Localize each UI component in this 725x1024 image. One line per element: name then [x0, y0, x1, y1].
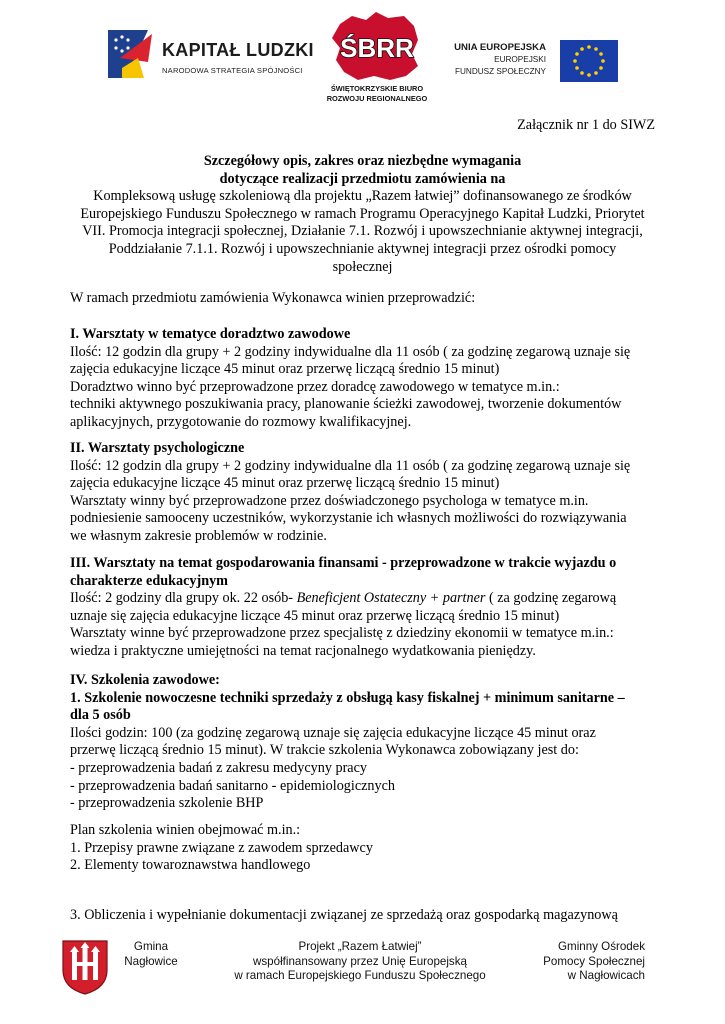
section-4-line: - przeprowadzenia badań z zakresu medycyny pracy [70, 759, 367, 776]
eu-logo [442, 40, 622, 90]
training-plan-line: 3. Obliczenia i wypełnianie dokumentacji związanej ze sprzedażą oraz gospodarką magazynową [70, 907, 618, 923]
header-logos [0, 0, 725, 110]
section-4-line: - przeprowadzenia badań sanitarno - epidemiologicznych [70, 777, 395, 794]
section-2 [70, 440, 655, 546]
eu-line-2: EUROPEJSKI [494, 55, 546, 64]
section-3-line: Warsztaty winne być przeprowadzone przez specjalistę z dziedziny ekonomii w tematyce m.in.: [70, 625, 614, 642]
intro-line: W ramach przedmiotu zamówienia Wykonawca winien przeprowadzić: [70, 290, 476, 306]
footer-gmina-line: Gmina [133, 940, 169, 953]
section-3-heading-cont: charakterze edukacyjnym [70, 572, 229, 589]
section-4-subheading-cont: dla 5 osób [70, 707, 131, 724]
section-2-line: zajęcia edukacyjne liczące 45 minut oraz przerwę liczącą średnio 15 minut) [70, 475, 500, 492]
footer-gops-line: Pomocy Społecznej [543, 954, 645, 968]
sbrr-caption-1: ŚWIĘTOKRZYSKIE BIURO [330, 84, 424, 93]
naglowice-crest-icon [60, 938, 110, 996]
section-3-line: uznaje się zajęcia edukacyjne liczące 45 minut oraz przerwę liczącą średnio 15 minut) [70, 607, 560, 624]
title-block [70, 153, 655, 276]
footer-project-line: Projekt „Razem Łatwiej” [298, 940, 422, 953]
section-1-line: techniki aktywnego poszukiwania pracy, planowanie ścieżki zawodowej, tworzenie dokumentów [70, 396, 622, 413]
footer-gops-line: Gminny Ośrodek [558, 940, 645, 953]
title-desc-line: Europejskiego Funduszu Społecznego w ramach Programu Operacyjnego Kapitał Ludzki, Priorytet [80, 205, 645, 222]
eu-flag-icon [560, 40, 618, 82]
eu-line-3: FUNDUSZ SPOŁECZNY [455, 67, 546, 76]
section-3-line: wiedza i praktyczne umiejętności na temat racjonalnego wydatkowania pieniędzy. [70, 642, 536, 659]
intro-paragraph [70, 290, 655, 308]
section-3 [70, 555, 655, 661]
section-2-line: Warsztaty winny być przeprowadzone przez doświadczonego psychologa w tematyce m.in. [70, 492, 589, 509]
kapital-ludzki-title: KAPITAŁ LUDZKI [162, 40, 314, 60]
section-1 [70, 326, 655, 432]
section-3-quantity [70, 590, 655, 608]
kapital-ludzki-subtitle: NARODOWA STRATEGIA SPÓJNOŚCI [162, 66, 303, 75]
footer-project [200, 940, 520, 984]
section-2-line: we własnym zakresie problemów w rodzinie. [70, 527, 327, 544]
sbrr-logo [318, 10, 436, 106]
section-2-line: Ilość: 12 godzin dla grupy + 2 godziny indywidualne dla 11 osób ( za godzinę zegarową uznaje się [70, 457, 631, 474]
training-plan [70, 822, 655, 875]
section-3-qty-prefix: Ilość: 2 godziny dla grupy ok. 22 osób- [70, 590, 297, 607]
section-4-subheading: 1. Szkolenie nowoczesne techniki sprzedaży z obsługą kasy fiskalnej + minimum sanitarne – [70, 689, 625, 706]
section-3-qty-suffix: ( za godzinę zegarową [485, 590, 617, 607]
training-plan-line: 1. Przepisy prawne związane z zawodem sprzedawcy [70, 839, 373, 856]
training-plan-line: 2. Elementy towaroznawstwa handlowego [70, 857, 311, 874]
kapital-ludzki-mark-icon [108, 28, 154, 80]
section-3-heading: III. Warsztaty na temat gospodarowania finansami - przeprowadzone w trakcie wyjazdu o [70, 555, 617, 571]
footer-gmina-line: Nagłowice [124, 954, 178, 968]
section-1-line: Ilość: 12 godzin dla grupy + 2 godziny indywidualne dla 11 osób ( za godzinę zegarową uznaje się [70, 343, 631, 360]
footer-gops-line: w Nagłowicach [567, 969, 645, 983]
attachment-label: Załącznik nr 1 do SIWZ [517, 117, 655, 133]
title-line-2: dotyczące realizacji przedmiotu zamówienia na [219, 170, 506, 187]
eu-line-1: UNIA EUROPEJSKA [454, 42, 546, 53]
section-2-line: podniesienie samooceny uczestników, wykorzystanie ich własnych możliwości do rozwiązywania [70, 510, 627, 527]
footer-gops [525, 940, 645, 984]
title-desc-line: Kompleksową usługę szkoleniową dla projektu „Razem łatwiej” dofinansowanego ze środków [93, 188, 632, 205]
title-desc-line: Poddziałanie 7.1.1. Rozwój i upowszechnianie aktywnej integracji przez ośrodki pomocy [108, 240, 617, 257]
section-2-heading: II. Warsztaty psychologiczne [70, 440, 245, 456]
section-4-line: przerwę liczącą średnio 15 minut). W trakcie szkolenia Wykonawca zobowiązany jest do: [70, 742, 579, 759]
section-1-heading: I. Warsztaty w tematyce doradztwo zawodowe [70, 326, 351, 342]
section-4-heading: IV. Szkolenia zawodowe: [70, 672, 220, 688]
title-line-1: Szczegółowy opis, zakres oraz niezbędne wymagania [203, 153, 522, 169]
section-4-line: - przeprowadzenia szkolenie BHP [70, 795, 264, 812]
title-desc-line: VII. Promocja integracji społecznej, Działanie 7.1. Rozwój i upowszechnianie aktywnej integracji, [82, 223, 643, 240]
footer-project-line: współfinansowany przez Unię Europejską [253, 954, 467, 968]
training-plan-item-3 [70, 907, 655, 925]
footer [0, 930, 725, 1024]
section-1-line: aplikacyjnych, przygotowanie do rozmowy kwalifikacyjnej. [70, 413, 412, 430]
section-4 [70, 672, 655, 813]
footer-project-line: w ramach Europejskiego Funduszu Społecznego [234, 969, 486, 983]
section-3-qty-italic: Beneficjent Ostateczny + partner [296, 590, 486, 607]
sbrr-map-icon [318, 10, 436, 84]
section-1-line: zajęcia edukacyjne liczące 45 minut oraz przerwę liczącą średnio 15 minut) [70, 361, 500, 378]
sbrr-caption-2: ROZWOJU REGIONALNEGO [326, 94, 428, 103]
section-1-line: Doradztwo winno być przeprowadzone przez doradcę zawodowego w tematyce m.in.: [70, 378, 560, 395]
kapital-ludzki-logo [108, 28, 318, 88]
sbrr-logo-text: ŚBRR [340, 33, 414, 63]
footer-gmina [112, 940, 190, 969]
section-4-line: Ilości godzin: 100 (za godzinę zegarową uznaje się zajęcia edukacyjne liczące 45 minut oraz [70, 724, 596, 741]
training-plan-line: Plan szkolenia winien obejmować m.in.: [70, 822, 301, 838]
title-desc-line: społecznej [332, 258, 393, 275]
